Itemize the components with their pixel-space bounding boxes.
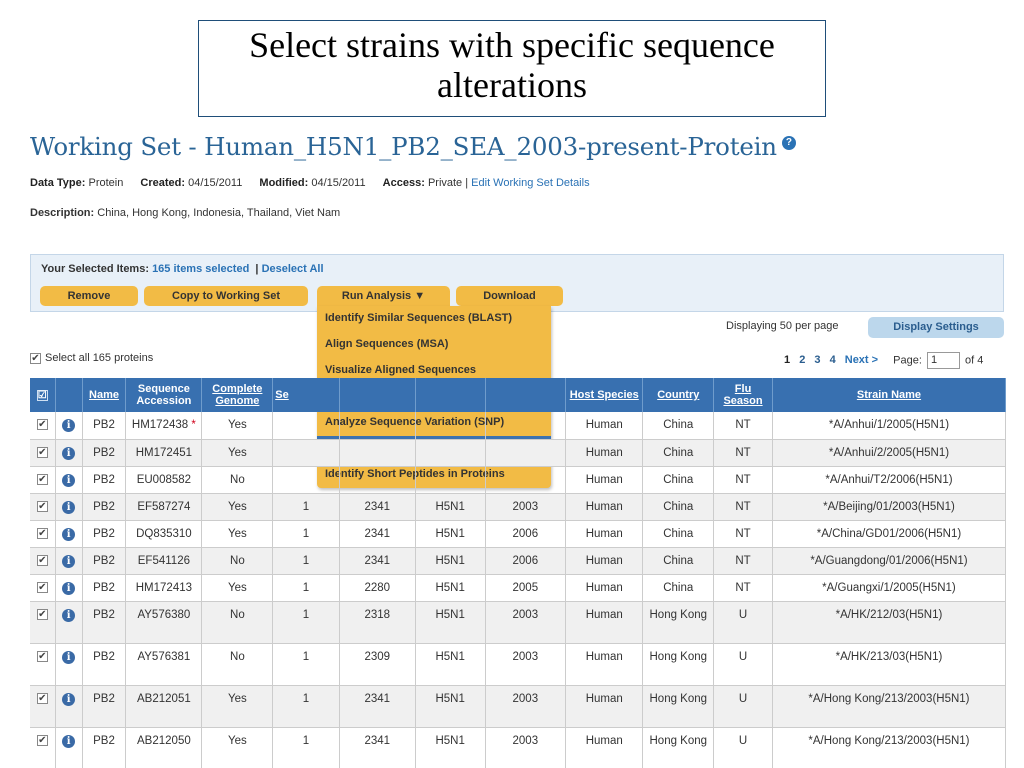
info-icon[interactable]: i [62, 555, 75, 568]
row-select-cell[interactable] [30, 685, 55, 727]
row-checkbox[interactable]: ✔ [38, 446, 47, 458]
cell-flu-season: NT [714, 574, 773, 601]
cell-country: China [643, 412, 714, 439]
cell-flu-season: U [714, 727, 773, 768]
col-subtype [415, 378, 485, 412]
cell-subtype [415, 412, 485, 439]
cell-complete-genome: Yes [202, 493, 273, 520]
cell-host-species: Human [566, 727, 643, 768]
data-type-label: Data Type: [30, 177, 86, 189]
selection-summary [41, 263, 324, 275]
slide-title: Select strains with specific sequence alterations [198, 20, 826, 117]
row-select-cell[interactable] [30, 601, 55, 643]
remove-button[interactable]: Remove [40, 286, 138, 306]
table-row[interactable] [30, 493, 1006, 520]
cell-name: PB2 [82, 643, 126, 685]
cell-year: 2006 [485, 520, 566, 547]
selection-separator: | [255, 263, 259, 275]
cell-host-species: Human [566, 466, 643, 493]
accession-text: AY576381 [137, 650, 191, 663]
cell-accession [126, 439, 202, 466]
cell-subtype: H5N1 [415, 547, 485, 574]
cell-subtype: H5N1 [415, 574, 485, 601]
accession-text: HM172438 [131, 419, 189, 431]
cell-flu-season: U [714, 643, 773, 685]
cell-complete-genome: No [202, 601, 273, 643]
cell-complete-genome: Yes [202, 727, 273, 768]
col-flu-season-label[interactable]: Flu Season [723, 383, 763, 407]
row-checkbox[interactable]: ✔ [38, 527, 47, 539]
cell-accession [126, 412, 202, 439]
info-icon[interactable]: i [62, 609, 75, 622]
row-select-cell[interactable] [30, 643, 55, 685]
menu-item-blast[interactable]: Identify Similar Sequences (BLAST) [325, 312, 513, 324]
cell-country: China [643, 439, 714, 466]
row-info-cell[interactable] [55, 520, 82, 547]
row-info-cell[interactable] [55, 439, 82, 466]
col-host-species-label[interactable]: Host Species [569, 389, 639, 401]
cell-year: 2003 [485, 601, 566, 643]
cell-flu-season: NT [714, 439, 773, 466]
copy-to-working-set-button[interactable]: Copy to Working Set [144, 286, 308, 306]
cell-subtype: H5N1 [415, 601, 485, 643]
row-info-cell[interactable] [55, 547, 82, 574]
cell-year: 2006 [485, 547, 566, 574]
cell-flu-season: NT [714, 493, 773, 520]
cell-year: 2003 [485, 727, 566, 768]
cell-segment: 1 [273, 601, 339, 643]
cell-accession [126, 643, 202, 685]
col-year [485, 378, 566, 412]
cell-host-species: Human [566, 520, 643, 547]
cell-complete-genome: No [202, 466, 273, 493]
cell-subtype: H5N1 [415, 520, 485, 547]
cell-segment [273, 466, 339, 493]
row-info-cell[interactable] [55, 493, 82, 520]
table-row[interactable] [30, 685, 1006, 727]
row-checkbox[interactable]: ✔ [38, 500, 47, 512]
cell-strain-name: *A/Anhui/1/2005(H5N1) [772, 412, 1005, 439]
row-checkbox[interactable]: ✔ [38, 554, 47, 566]
table-row[interactable] [30, 412, 1006, 439]
description-label: Description: [30, 207, 95, 219]
deselect-all-link[interactable]: Deselect All [261, 263, 324, 275]
row-info-cell[interactable] [55, 685, 82, 727]
selection-label: Your Selected Items: [41, 263, 149, 275]
accession-text: HM172451 [135, 446, 193, 459]
cell-flu-season: U [714, 601, 773, 643]
cell-country: China [643, 574, 714, 601]
cell-segment [273, 439, 339, 466]
cell-name: PB2 [82, 685, 126, 727]
col-segment-label[interactable]: Se [275, 389, 289, 401]
cell-flu-season: NT [714, 412, 773, 439]
cell-strain-name: *A/Hong Kong/213/2003(H5N1) [772, 727, 1005, 768]
col-segment[interactable] [273, 378, 339, 412]
col-strain-name[interactable] [772, 378, 1005, 412]
run-analysis-button[interactable]: Run Analysis ▼ [317, 286, 450, 306]
cell-segment: 1 [273, 520, 339, 547]
cell-name: PB2 [82, 412, 126, 439]
cell-country: China [643, 547, 714, 574]
cell-flu-season: NT [714, 547, 773, 574]
cell-accession [126, 466, 202, 493]
cell-strain-name: *A/Anhui/T2/2006(H5N1) [772, 466, 1005, 493]
cell-year [485, 439, 566, 466]
row-checkbox[interactable]: ✔ [38, 581, 47, 593]
cell-name: PB2 [82, 493, 126, 520]
cell-name: PB2 [82, 547, 126, 574]
cell-length: 2318 [339, 601, 415, 643]
cell-name: PB2 [82, 520, 126, 547]
edit-working-set-link[interactable]: Edit Working Set Details [471, 177, 590, 189]
cell-year: 2003 [485, 643, 566, 685]
cell-host-species: Human [566, 601, 643, 643]
help-icon[interactable]: ? [782, 136, 796, 150]
working-set-meta [30, 177, 590, 189]
cell-host-species: Human [566, 547, 643, 574]
cell-country: Hong Kong [643, 643, 714, 685]
cell-length: 2341 [339, 685, 415, 727]
select-all [30, 352, 153, 364]
col-complete-genome-label[interactable]: Complete Genome [212, 383, 263, 407]
cell-length [339, 466, 415, 493]
col-name-label[interactable]: Name [89, 389, 119, 401]
col-flu-season[interactable] [714, 378, 773, 412]
cell-complete-genome: No [202, 643, 273, 685]
cell-flu-season: U [714, 685, 773, 727]
row-checkbox[interactable]: ✔ [38, 692, 47, 704]
cell-year [485, 466, 566, 493]
cell-host-species: Human [566, 493, 643, 520]
cell-strain-name: *A/HK/212/03(H5N1) [772, 601, 1005, 643]
info-icon[interactable]: i [62, 447, 75, 460]
cell-host-species: Human [566, 439, 643, 466]
info-icon[interactable]: i [62, 474, 75, 487]
col-country[interactable] [643, 378, 714, 412]
cell-complete-genome: Yes [202, 574, 273, 601]
cell-accession [126, 574, 202, 601]
cell-country: Hong Kong [643, 685, 714, 727]
header-checkbox[interactable]: ☑ [37, 389, 47, 401]
cell-segment: 1 [273, 547, 339, 574]
menu-item-msa[interactable]: Align Sequences (MSA) [325, 338, 449, 350]
cell-accession [126, 520, 202, 547]
data-type-value: Protein [88, 177, 124, 189]
page-link-4[interactable]: 4 [829, 354, 836, 367]
cell-subtype [415, 439, 485, 466]
access-value: Private [427, 177, 463, 189]
accession-text: EF541126 [137, 554, 190, 567]
cell-host-species: Human [566, 574, 643, 601]
table-row[interactable] [30, 643, 1006, 685]
cell-subtype: H5N1 [415, 493, 485, 520]
info-icon[interactable]: i [62, 582, 75, 595]
cell-country: China [643, 520, 714, 547]
cell-length [339, 439, 415, 466]
row-select-cell[interactable] [30, 466, 55, 493]
cell-accession [126, 685, 202, 727]
cell-country: Hong Kong [643, 601, 714, 643]
cell-complete-genome: Yes [202, 520, 273, 547]
row-info-cell[interactable] [55, 727, 82, 768]
cell-strain-name: *A/Guangdong/01/2006(H5N1) [772, 547, 1005, 574]
select-all-checkbox[interactable]: ✔ [31, 352, 40, 364]
pager [784, 352, 983, 369]
cell-segment: 1 [273, 574, 339, 601]
cell-strain-name: *A/Beijing/01/2003(H5N1) [772, 493, 1005, 520]
description-value: China, Hong Kong, Indonesia, Thailand, Viet Nam [97, 207, 341, 219]
row-info-cell[interactable] [55, 643, 82, 685]
row-select-cell[interactable] [30, 574, 55, 601]
table-row[interactable] [30, 727, 1006, 768]
cell-host-species: Human [566, 412, 643, 439]
row-checkbox[interactable]: ✔ [38, 608, 47, 620]
page-label: Page: [893, 354, 922, 367]
col-country-label[interactable]: Country [657, 389, 700, 401]
table-row[interactable] [30, 466, 1006, 493]
cell-accession [126, 601, 202, 643]
cell-subtype [415, 466, 485, 493]
col-select[interactable] [30, 378, 55, 412]
info-icon[interactable]: i [62, 693, 75, 706]
select-all-label: Select all 165 proteins [45, 352, 154, 364]
row-info-cell[interactable] [55, 601, 82, 643]
table-row[interactable] [30, 574, 1006, 601]
cell-strain-name: *A/China/GD01/2006(H5N1) [772, 520, 1005, 547]
cell-segment: 1 [273, 685, 339, 727]
cell-year: 2003 [485, 685, 566, 727]
cell-host-species: Human [566, 643, 643, 685]
accession-text: EF587274 [137, 500, 191, 513]
next-page-link[interactable]: Next > [844, 354, 879, 367]
col-host-species[interactable] [566, 378, 643, 412]
cell-length: 2309 [339, 643, 415, 685]
row-info-cell[interactable] [55, 466, 82, 493]
accession-text: HM172413 [135, 581, 193, 594]
page-title [30, 132, 796, 161]
description [30, 207, 340, 219]
cell-strain-name: *A/Anhui/2/2005(H5N1) [772, 439, 1005, 466]
cell-complete-genome: Yes [202, 439, 273, 466]
cell-name: PB2 [82, 466, 126, 493]
cell-flu-season: NT [714, 520, 773, 547]
row-checkbox[interactable]: ✔ [38, 473, 47, 485]
row-select-cell[interactable] [30, 412, 55, 439]
display-settings-button[interactable]: Display Settings [868, 317, 1004, 338]
page-link-3[interactable]: 3 [814, 354, 821, 367]
accession-flag: * [191, 419, 196, 431]
info-icon[interactable]: i [62, 501, 75, 514]
info-icon[interactable]: i [62, 735, 75, 748]
table-row[interactable] [30, 520, 1006, 547]
cell-length: 2341 [339, 727, 415, 768]
cell-length: 2341 [339, 493, 415, 520]
cell-year [485, 412, 566, 439]
cell-segment: 1 [273, 493, 339, 520]
cell-year: 2005 [485, 574, 566, 601]
accession-text: DQ835310 [136, 527, 192, 540]
row-select-cell[interactable] [30, 727, 55, 768]
cell-country: China [643, 493, 714, 520]
cell-name: PB2 [82, 439, 126, 466]
cell-length: 2280 [339, 574, 415, 601]
row-select-cell[interactable] [30, 439, 55, 466]
cell-name: PB2 [82, 574, 126, 601]
col-length [339, 378, 415, 412]
col-complete-genome[interactable] [202, 378, 273, 412]
created-value: 04/15/2011 [188, 177, 243, 189]
cell-accession [126, 727, 202, 768]
cell-length [339, 412, 415, 439]
info-icon[interactable]: i [62, 528, 75, 541]
meta-separator: | [465, 177, 469, 189]
page-link-1[interactable]: 1 [784, 354, 791, 367]
info-icon[interactable]: i [62, 651, 75, 664]
accession-text: AY576380 [137, 608, 191, 621]
row-info-cell[interactable] [55, 412, 82, 439]
accession-text: EU008582 [136, 473, 192, 486]
cell-strain-name: *A/Guangxi/1/2005(H5N1) [772, 574, 1005, 601]
cell-subtype: H5N1 [415, 727, 485, 768]
cell-subtype: H5N1 [415, 685, 485, 727]
cell-accession [126, 547, 202, 574]
col-name[interactable] [82, 378, 126, 412]
cell-host-species: Human [566, 685, 643, 727]
results-table [30, 378, 1006, 768]
download-button[interactable]: Download [456, 286, 563, 306]
cell-segment [273, 412, 339, 439]
cell-year: 2003 [485, 493, 566, 520]
row-info-cell[interactable] [55, 574, 82, 601]
accession-text: AB212050 [137, 734, 191, 747]
cell-complete-genome: Yes [202, 685, 273, 727]
col-info [55, 378, 82, 412]
menu-item-visualize-alignment[interactable]: Visualize Aligned Sequences [325, 364, 476, 376]
row-checkbox[interactable]: ✔ [38, 734, 47, 746]
row-checkbox[interactable]: ✔ [38, 419, 47, 431]
menu-item-short-peptides[interactable]: Identify Short Peptides in Proteins [325, 468, 505, 480]
page-title-text: Working Set - Human_H5N1_PB2_SEA_2003-present-Protein [30, 132, 777, 161]
accession-text: AB212051 [137, 692, 191, 705]
page-count: of 4 [965, 354, 984, 367]
info-icon[interactable]: i [62, 419, 75, 432]
col-accession: Sequence Accession [126, 378, 202, 412]
display-info: Displaying 50 per page [726, 320, 839, 332]
cell-flu-season: NT [714, 466, 773, 493]
access-label: Access: [382, 177, 425, 189]
row-checkbox[interactable]: ✔ [38, 650, 47, 662]
table-header-row [30, 378, 1006, 412]
cell-complete-genome: Yes [202, 412, 273, 439]
cell-segment: 1 [273, 643, 339, 685]
col-strain-name-label[interactable]: Strain Name [856, 389, 922, 401]
cell-length: 2341 [339, 520, 415, 547]
row-select-cell[interactable] [30, 493, 55, 520]
page-input[interactable]: 1 [927, 352, 960, 369]
modified-label: Modified: [259, 177, 309, 189]
table-row[interactable] [30, 601, 1006, 643]
cell-strain-name: *A/HK/213/03(H5N1) [772, 643, 1005, 685]
cell-country: Hong Kong [643, 727, 714, 768]
cell-name: PB2 [82, 601, 126, 643]
modified-value: 04/15/2011 [311, 177, 366, 189]
cell-subtype: H5N1 [415, 643, 485, 685]
created-label: Created: [140, 177, 186, 189]
cell-country: China [643, 466, 714, 493]
row-select-cell[interactable] [30, 520, 55, 547]
cell-strain-name: *A/Hong Kong/213/2003(H5N1) [772, 685, 1005, 727]
menu-item-snp[interactable]: Analyze Sequence Variation (SNP) [325, 416, 505, 428]
selection-count: 165 items selected [152, 263, 250, 275]
row-select-cell[interactable] [30, 547, 55, 574]
cell-segment: 1 [273, 727, 339, 768]
cell-length: 2341 [339, 547, 415, 574]
cell-complete-genome: No [202, 547, 273, 574]
cell-accession [126, 493, 202, 520]
cell-name: PB2 [82, 727, 126, 768]
table-row[interactable] [30, 547, 1006, 574]
page-link-2[interactable]: 2 [799, 354, 806, 367]
table-row[interactable] [30, 439, 1006, 466]
